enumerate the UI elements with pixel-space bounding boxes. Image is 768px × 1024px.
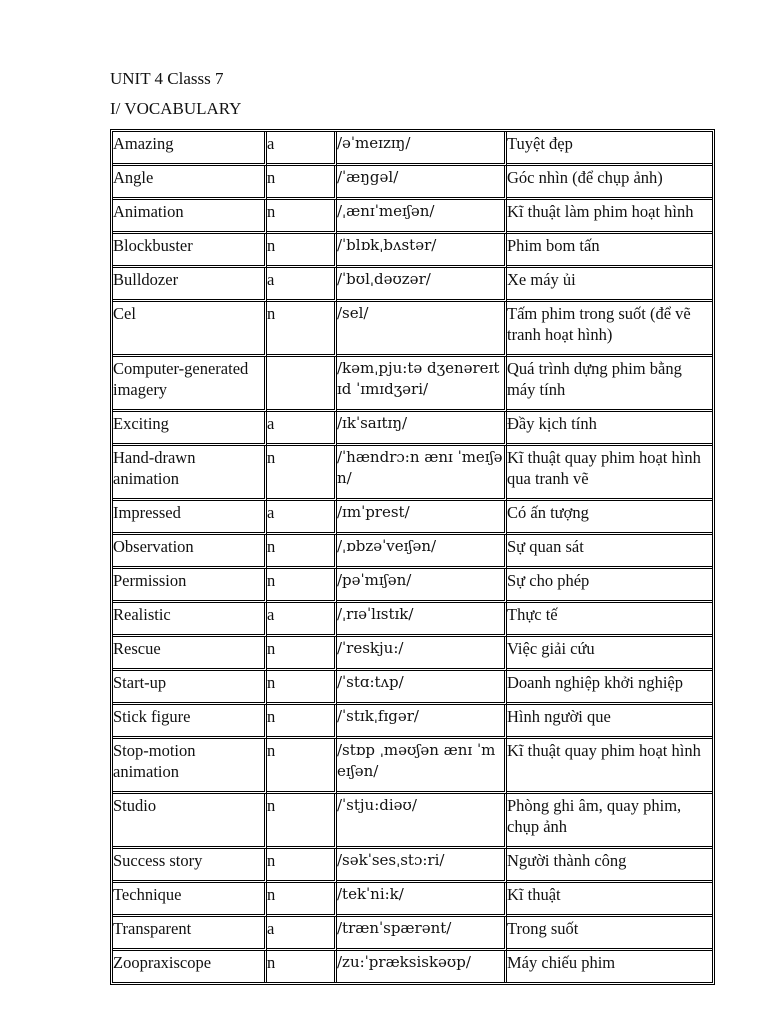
- table-row: [113, 200, 712, 234]
- meaning-cell: Kĩ thuật làm phim hoạt hình: [507, 200, 712, 234]
- table-row: [113, 446, 712, 501]
- table-row: [113, 917, 712, 951]
- pronunciation-cell: /stɒp ˌməʊʃən ænɪ ˈmeɪʃən/: [337, 739, 507, 794]
- meaning-cell: Trong suốt: [507, 917, 712, 951]
- part-of-speech-cell: n: [267, 739, 337, 794]
- word-cell: Realistic: [113, 603, 267, 637]
- part-of-speech-cell: a: [267, 603, 337, 637]
- pronunciation-cell: /kəmˌpju:tə dʒenəreɪtɪd ˈɪmɪdʒəri/: [337, 357, 507, 412]
- meaning-cell: Tấm phim trong suốt (để vẽ tranh hoạt hình): [507, 302, 712, 357]
- pronunciation-cell: /ˈbʊlˌdəʊzər/: [337, 268, 507, 302]
- word-cell: Start-up: [113, 671, 267, 705]
- word-cell: Technique: [113, 883, 267, 917]
- meaning-cell: Xe máy ủi: [507, 268, 712, 302]
- pronunciation-cell: /ˈhændrɔ:n ænɪ ˈmeɪʃən/: [337, 446, 507, 501]
- part-of-speech-cell: n: [267, 951, 337, 982]
- meaning-cell: Có ấn tượng: [507, 501, 712, 535]
- part-of-speech-cell: a: [267, 132, 337, 166]
- pronunciation-cell: /əˈmeɪzɪŋ/: [337, 132, 507, 166]
- word-cell: Cel: [113, 302, 267, 357]
- document-title: UNIT 4 Classs 7: [110, 69, 224, 88]
- table-row: [113, 268, 712, 302]
- table-row: [113, 357, 712, 412]
- word-cell: Zoopraxiscope: [113, 951, 267, 982]
- part-of-speech-cell: n: [267, 234, 337, 268]
- word-cell: Impressed: [113, 501, 267, 535]
- part-of-speech-cell: n: [267, 794, 337, 849]
- part-of-speech-cell: n: [267, 849, 337, 883]
- word-cell: Computer-generated imagery: [113, 357, 267, 412]
- word-cell: Exciting: [113, 412, 267, 446]
- pronunciation-cell: /ˈstɑ:tʌp/: [337, 671, 507, 705]
- meaning-cell: Hình người que: [507, 705, 712, 739]
- meaning-cell: Tuyệt đẹp: [507, 132, 712, 166]
- pronunciation-cell: /ˈæŋgəl/: [337, 166, 507, 200]
- pronunciation-cell: /ɪkˈsaɪtɪŋ/: [337, 412, 507, 446]
- meaning-cell: Kĩ thuật quay phim hoạt hình qua tranh vẽ: [507, 446, 712, 501]
- meaning-cell: Phim bom tấn: [507, 234, 712, 268]
- part-of-speech-cell: n: [267, 302, 337, 357]
- part-of-speech-cell: n: [267, 446, 337, 501]
- word-cell: Success story: [113, 849, 267, 883]
- part-of-speech-cell: n: [267, 705, 337, 739]
- pronunciation-cell: /sel/: [337, 302, 507, 357]
- table-row: [113, 603, 712, 637]
- part-of-speech-cell: a: [267, 917, 337, 951]
- pronunciation-cell: /ˌrɪəˈlɪstɪk/: [337, 603, 507, 637]
- word-cell: Transparent: [113, 917, 267, 951]
- pronunciation-cell: /ˌænɪˈmeɪʃən/: [337, 200, 507, 234]
- word-cell: Studio: [113, 794, 267, 849]
- table-row: [113, 535, 712, 569]
- meaning-cell: Quá trình dựng phim bằng máy tính: [507, 357, 712, 412]
- meaning-cell: Đầy kịch tính: [507, 412, 712, 446]
- pronunciation-cell: /pəˈmɪʃən/: [337, 569, 507, 603]
- table-row: [113, 501, 712, 535]
- word-cell: Animation: [113, 200, 267, 234]
- table-row: [113, 794, 712, 849]
- meaning-cell: Doanh nghiệp khởi nghiệp: [507, 671, 712, 705]
- pronunciation-cell: /ˌɒbzəˈveɪʃən/: [337, 535, 507, 569]
- word-cell: Observation: [113, 535, 267, 569]
- pronunciation-cell: /trænˈspærənt/: [337, 917, 507, 951]
- vocabulary-table-body: [113, 132, 712, 982]
- meaning-cell: Sự quan sát: [507, 535, 712, 569]
- meaning-cell: Kĩ thuật: [507, 883, 712, 917]
- part-of-speech-cell: n: [267, 671, 337, 705]
- word-cell: Bulldozer: [113, 268, 267, 302]
- part-of-speech-cell: [267, 357, 337, 412]
- pronunciation-cell: /zu:ˈpræksiskəʊp/: [337, 951, 507, 982]
- part-of-speech-cell: n: [267, 569, 337, 603]
- meaning-cell: Kĩ thuật quay phim hoạt hình: [507, 739, 712, 794]
- meaning-cell: Việc giải cứu: [507, 637, 712, 671]
- table-row: [113, 705, 712, 739]
- pronunciation-cell: /tekˈni:k/: [337, 883, 507, 917]
- part-of-speech-cell: a: [267, 501, 337, 535]
- table-row: [113, 569, 712, 603]
- part-of-speech-cell: n: [267, 200, 337, 234]
- part-of-speech-cell: n: [267, 637, 337, 671]
- word-cell: Angle: [113, 166, 267, 200]
- table-row: [113, 671, 712, 705]
- table-row: [113, 951, 712, 982]
- word-cell: Blockbuster: [113, 234, 267, 268]
- part-of-speech-cell: n: [267, 535, 337, 569]
- pronunciation-cell: /ˈblɒkˌbʌstər/: [337, 234, 507, 268]
- part-of-speech-cell: a: [267, 268, 337, 302]
- section-heading: I/ VOCABULARY: [110, 99, 242, 118]
- word-cell: Permission: [113, 569, 267, 603]
- word-cell: Stick figure: [113, 705, 267, 739]
- pronunciation-cell: /ˈstɪkˌfɪgər/: [337, 705, 507, 739]
- pronunciation-cell: /səkˈsesˌstɔ:ri/: [337, 849, 507, 883]
- table-row: [113, 849, 712, 883]
- meaning-cell: Thực tế: [507, 603, 712, 637]
- table-row: [113, 166, 712, 200]
- meaning-cell: Góc nhìn (để chụp ảnh): [507, 166, 712, 200]
- table-row: [113, 739, 712, 794]
- pronunciation-cell: /ɪmˈprest/: [337, 501, 507, 535]
- word-cell: Hand-drawn animation: [113, 446, 267, 501]
- table-row: [113, 234, 712, 268]
- table-row: [113, 412, 712, 446]
- pronunciation-cell: /ˈreskju:/: [337, 637, 507, 671]
- part-of-speech-cell: a: [267, 412, 337, 446]
- table-row: [113, 132, 712, 166]
- meaning-cell: Máy chiếu phim: [507, 953, 616, 972]
- vocabulary-table: [110, 129, 715, 985]
- word-cell: Rescue: [113, 637, 267, 671]
- part-of-speech-cell: n: [267, 166, 337, 200]
- meaning-cell: Phòng ghi âm, quay phim, chụp ảnh: [507, 794, 712, 849]
- table-row: [113, 302, 712, 357]
- table-row: [113, 637, 712, 671]
- part-of-speech-cell: n: [267, 883, 337, 917]
- word-cell: Stop-motion animation: [113, 739, 267, 794]
- word-cell: Amazing: [113, 132, 267, 166]
- table-row: [113, 883, 712, 917]
- pronunciation-cell: /ˈstju:diəʊ/: [337, 794, 507, 849]
- meaning-cell: Người thành công: [507, 849, 712, 883]
- meaning-cell: Sự cho phép: [507, 569, 712, 603]
